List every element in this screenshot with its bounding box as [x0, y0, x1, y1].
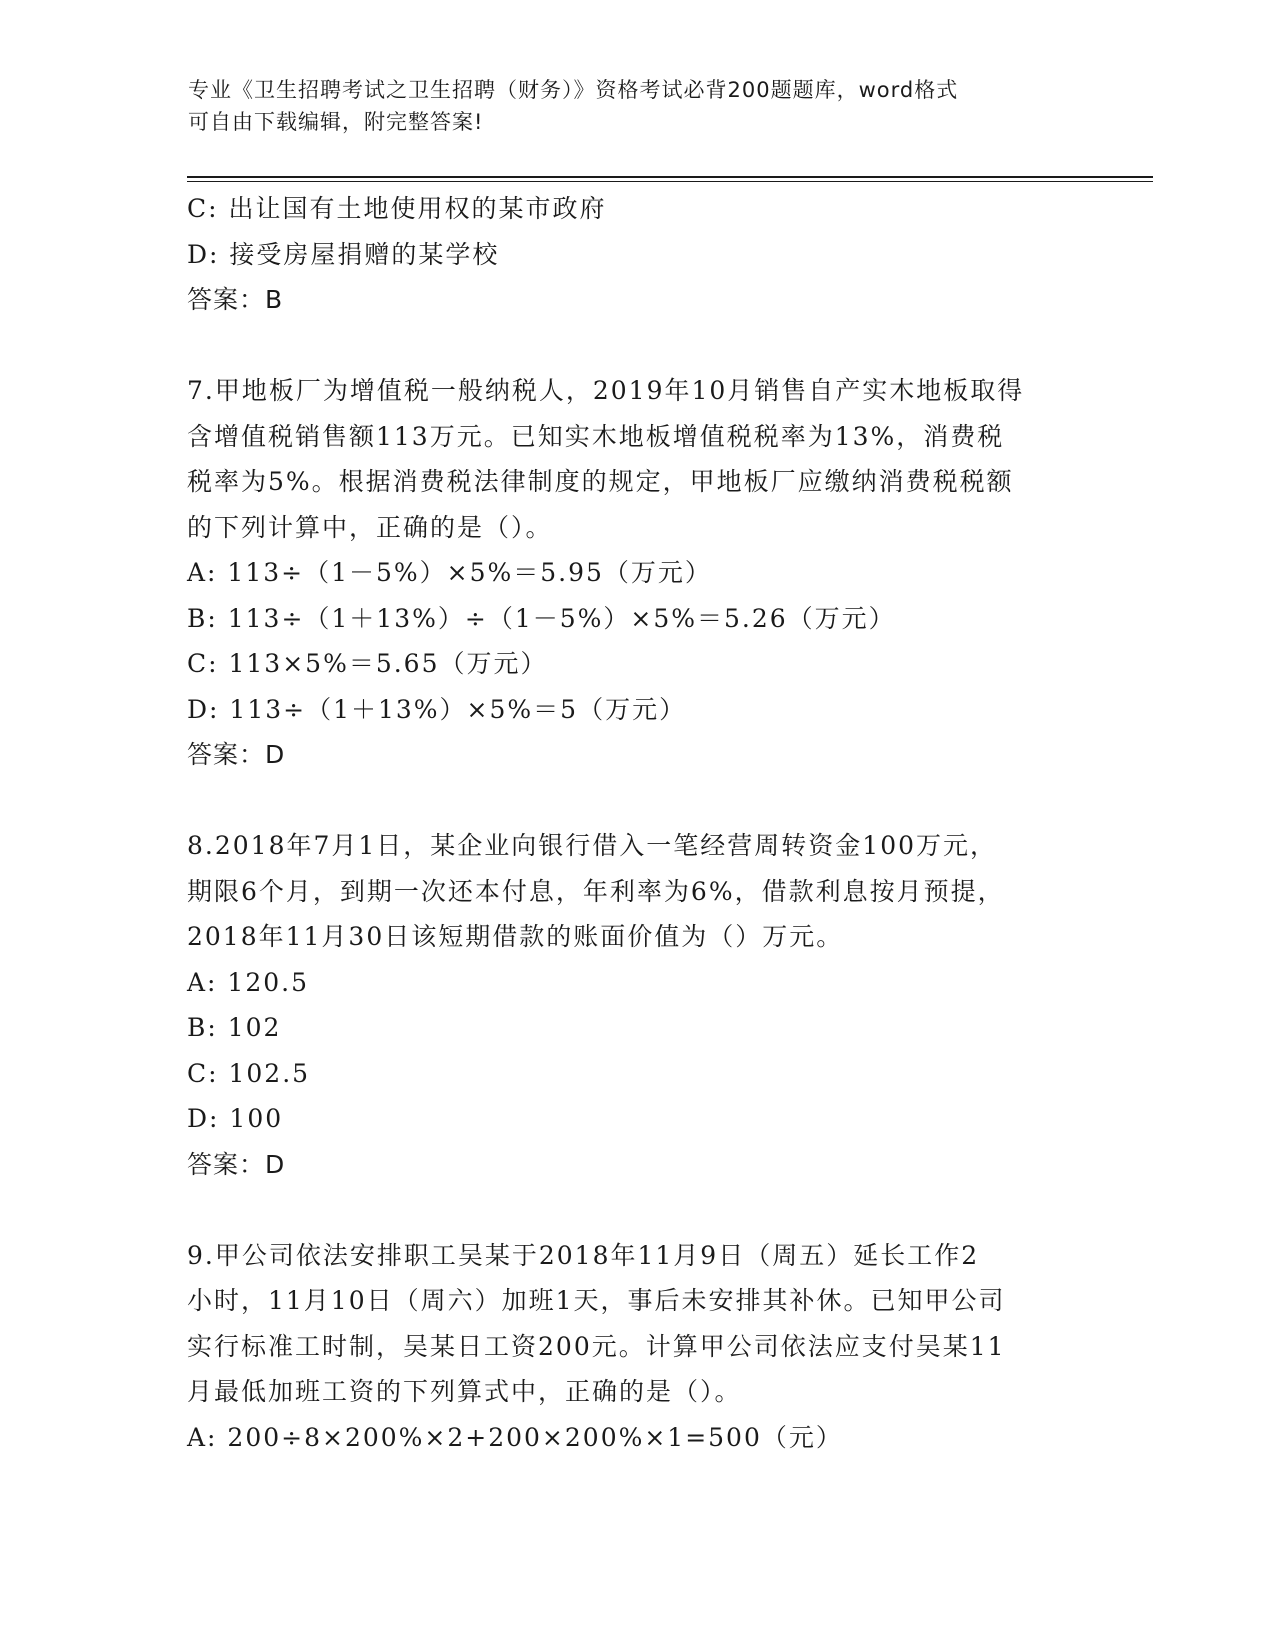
q8-text-line: 期限6个月，到期一次还本付息，年利率为6%，借款利息按月预提， [187, 876, 1005, 906]
q8-option-b: B: 102 [187, 1013, 282, 1042]
header-rule-thin [187, 181, 1153, 182]
q7-option-d: D: 113÷（1＋13%）×5%＝5（万元） [187, 694, 687, 724]
q8-option-c: C: 102.5 [187, 1058, 311, 1088]
q7-text-line: 税率为5%。根据消费税法律制度的规定，甲地板厂应缴纳消费税税额 [187, 467, 1014, 496]
prev-option-d: D: 接受房屋捐赠的某学校 [187, 239, 500, 269]
q7-option-a: A: 113÷（1－5%）×5%＝5.95（万元） [187, 558, 712, 587]
spacer [187, 323, 1107, 369]
header-title-line-2: 可自由下载编辑，附完整答案! [188, 110, 484, 134]
spacer [187, 1187, 1107, 1233]
q7-text-line: 7.甲地板厂为增值税一般纳税人，2019年10月销售自产实木地板取得 [187, 376, 1025, 405]
q8-text-line: 8.2018年7月1日，某企业向银行借入一笔经营周转资金100万元， [187, 831, 998, 860]
q8-option-a: A: 120.5 [187, 967, 309, 997]
prev-answer: 答案：B [187, 285, 284, 314]
spacer [187, 778, 1107, 824]
q9-option-a: A: 200÷8×200%×2+200×200%×1=500（元） [187, 1422, 843, 1452]
q7-option-b: B: 113÷（1＋13%）÷（1－5%）×5%＝5.26（万元） [187, 603, 896, 633]
q7-option-c: C: 113×5%＝5.65（万元） [187, 649, 548, 678]
q7-answer: 答案：D [187, 740, 286, 769]
q8-text-line: 2018年11月30日该短期借款的账面价值为（）万元。 [187, 922, 844, 951]
header-rule-thick [187, 176, 1153, 178]
q9-text-line: 9.甲公司依法安排职工吴某于2018年11月9日（周五）延长工作2 [187, 1240, 980, 1270]
q9-text-line: 实行标准工时制，吴某日工资200元。计算甲公司依法应支付吴某11 [187, 1331, 1006, 1361]
q8-option-d: D: 100 [187, 1104, 284, 1133]
q9-text-line: 月最低加班工资的下列算式中，正确的是（）。 [187, 1377, 742, 1406]
header-title-line-1: 专业《卫生招聘考试之卫生招聘（财务）》资格考试必背200题题库，word格式 [188, 78, 959, 102]
q9-text-line: 小时，11月10日（周六）加班1天，事后未安排其补休。已知甲公司 [187, 1286, 1006, 1315]
q8-answer: 答案：D [187, 1149, 286, 1179]
q7-text-line: 的下列计算中，正确的是（）。 [187, 512, 553, 542]
q7-text-line: 含增值税销售额113万元。已知实木地板增值税税率为13%，消费税 [187, 421, 1005, 451]
prev-option-c: C: 出让国有土地使用权的某市政府 [187, 194, 607, 223]
document-header [188, 74, 1088, 138]
document-body [187, 186, 1107, 1460]
